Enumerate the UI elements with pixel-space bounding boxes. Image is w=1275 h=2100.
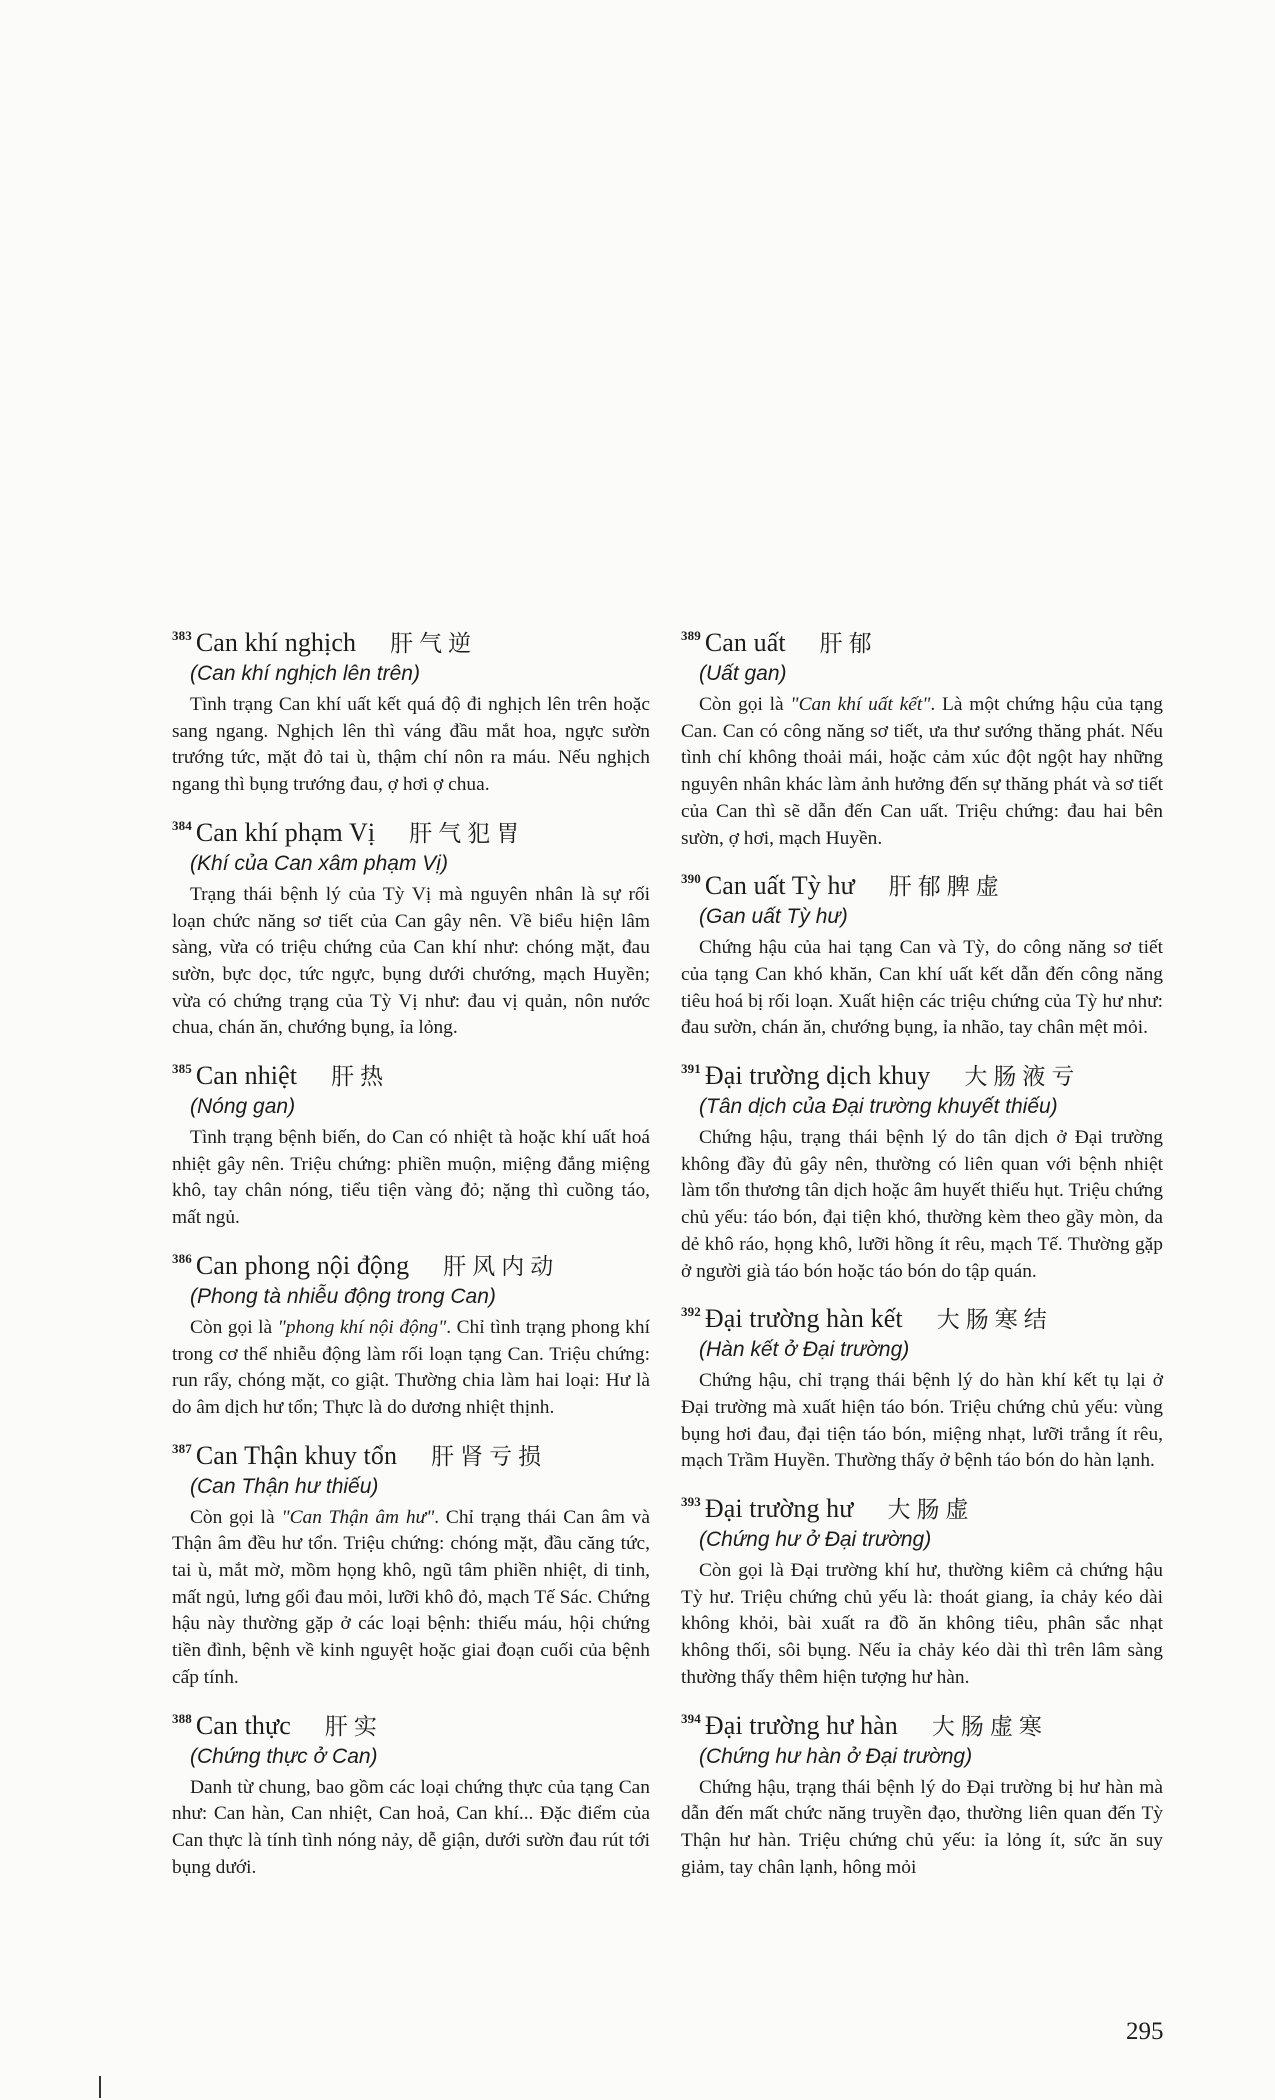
entry-body: Danh từ chung, bao gồm các loại chứng thực của tạng Can như: Can hàn, Can nhiệt, Can hoả, Can khí... Đặc điểm của Can thực là tính tình nóng nảy, dễ giận, dưới sườn đau rút tới bụng dưới. <box>172 1776 650 1878</box>
body-text: Còn gọi là <box>190 1506 282 1528</box>
entry-number: 383 <box>172 628 192 643</box>
entry-subtitle: (Chứng hư hàn ở Đại trường) <box>699 1744 973 1768</box>
entry-term: Can nhiệt <box>195 1061 298 1091</box>
entry-number: 393 <box>681 1494 701 1510</box>
entry-number: 384 <box>172 817 192 833</box>
dictionary-entry <box>172 1053 650 1232</box>
entry-heading <box>681 620 1163 660</box>
entry-body: Chứng hậu, trạng thái bệnh lý do Đại trường bị hư hàn mà dẫn đến mất chức năng truyền đạo, thường liên quan đến Tỳ Thận hư hàn. Triệu chứng chủ yếu: ỉa lỏng ít, sức ăn suy giảm, tay chân lạnh, hông mỏi <box>681 1776 1163 1878</box>
entry-term: Can khí nghịch <box>195 628 357 657</box>
entry-heading <box>172 620 650 660</box>
entry-number: 390 <box>681 871 701 887</box>
body-text: . Là một chứng hậu của tạng Can. Can có công năng sơ tiết, ưa thư sướng thăng phát. Nếu tình chí không thoải mái, hoặc cảm xúc đột ngột hay những nguyên nhân khác làm ảnh hưởng đến sự thăng phát và sơ tiết của Can thì sẽ dẫn đến Can uất. Triệu chứng: đau hai bên sườn, ợ hơi, mạch Huyền. <box>681 694 1164 849</box>
entry-hanzi: 肝气逆 <box>390 631 478 657</box>
entry-body: Chứng hậu, chỉ trạng thái bệnh lý do hàn khí kết tụ lại ở Đại trường mà xuất hiện táo bón. Triệu chứng chủ yếu: vùng bụng hơi đau, đại tiện táo bón, miệng nhạt, lưỡi trắng ít rêu, mạch Trầm Huyền. Thường thấy ở bệnh táo bón do hàn lạnh. <box>681 1370 1163 1472</box>
entry-number: 391 <box>681 1061 701 1077</box>
entry-term: Đại trường hư <box>704 1494 854 1524</box>
entry-body <box>172 1505 650 1692</box>
dictionary-entry <box>681 1703 1163 1882</box>
entry-term: Can uất <box>704 628 786 657</box>
entry-subtitle: (Can khí nghịch lên trên) <box>190 662 420 685</box>
entry-subtitle: (Tân dịch của Đại trường khuyết thiếu) <box>699 1095 1058 1119</box>
entry-subtitle: (Hàn kết ở Đại trường) <box>699 1338 910 1362</box>
body-text: Còn gọi là <box>699 694 791 715</box>
entry-body: Trạng thái bệnh lý của Tỳ Vị mà nguyên nhân là sự rối loạn chức năng sơ tiết của Can gây nên. Về biểu hiện lâm sàng, vừa có triệu chứng của Can khí như: chóng mặt, đau sườn, bực dọc, tức ngực, bụng dưới chướng, mạch Huyền; vừa có chứng trạng của Tỳ Vị như: đau vị quản, nôn nước chua, chán ăn, chướng bụng, ỉa lỏng. <box>172 883 650 1039</box>
entry-number: 392 <box>681 1304 701 1320</box>
left-column <box>172 620 650 1892</box>
dictionary-entry <box>681 863 1163 1042</box>
entry-heading <box>172 1703 650 1743</box>
entry-hanzi: 肝实 <box>324 1713 383 1740</box>
entry-hanzi: 肝肾亏损 <box>431 1443 548 1470</box>
entry-heading <box>681 1296 1163 1336</box>
entry-body: Chứng hậu, trạng thái bệnh lý do tân dịch ở Đại trường không đầy đủ gây nên, thường có liên quan với bệnh nhiệt làm tổn thương tân dịch hoặc âm huyết thiếu hụt. Triệu chứng chủ yếu: táo bón, đại tiện khó, thường kèm theo gầy mòn, da dẻ khô ráo, họng khô, lưỡi hồng ít rêu, mạch Tế. Thường gặp ở người già táo bón hoặc táo bón do tập quán. <box>681 1127 1163 1282</box>
dictionary-entry <box>172 620 650 799</box>
right-column <box>681 620 1163 1892</box>
body-text: Còn gọi là <box>190 1316 278 1338</box>
entry-term: Can phong nội động <box>195 1250 410 1280</box>
entry-term: Đại trường hư hàn <box>704 1710 898 1740</box>
entry-hanzi: 大肠液亏 <box>964 1064 1081 1091</box>
entry-term: Đại trường dịch khuy <box>704 1061 931 1091</box>
entry-heading <box>681 1703 1163 1743</box>
entry-subtitle: (Chứng hư ở Đại trường) <box>699 1528 932 1552</box>
entry-body: Tình trạng Can khí uất kết quá độ đi nghịch lên trên hoặc sang ngang. Nghịch lên thì váng đầu mắt hoa, ngực sườn trướng tức, mặt đỏ tai ù, thậm chí nôn ra máu. Nếu nghịch ngang thì bụng trướng đau, ợ hơi ợ chua. <box>172 694 650 796</box>
entry-body: Còn gọi là Đại trường khí hư, thường kiêm cả chứng hậu Tỳ hư. Triệu chứng chủ yếu là: thoát giang, ỉa chảy kéo dài không khỏi, bài xuất ra đồ ăn không tiêu, phân sắc nhạt không thối, sôi bụng. Nếu ỉa chảy kéo dài thì trên lâm sàng thường thấy thêm hiện tượng hư hàn. <box>681 1560 1163 1688</box>
entry-hanzi: 肝风内动 <box>443 1253 560 1280</box>
entry-number: 385 <box>172 1061 192 1077</box>
entry-number: 389 <box>681 628 701 643</box>
entry-hanzi: 肝热 <box>331 1064 390 1091</box>
entry-hanzi: 大肠虚 <box>887 1497 975 1524</box>
body-text: . Chỉ trạng thái Can âm và Thận âm đều hư tổn. Triệu chứng: chóng mặt, đầu căng tức, tai ù, mắt mờ, mồm họng khô, ngũ tâm phiền nhiệt, di tinh, mất ngủ, lưng gối đau mỏi, lưỡi khô đỏ, mạch Tế Sác. Chứng hậu này thường gặp ở các loại bệnh: thiếu máu, hội chứng tiền đình, bệnh về kinh nguyệt hoặc giai đoạn cuối của bệnh cấp tính. <box>172 1506 650 1688</box>
entry-number: 386 <box>172 1250 192 1266</box>
entry-heading <box>172 810 650 850</box>
dictionary-entry <box>681 1486 1163 1692</box>
entry-heading <box>681 1486 1163 1526</box>
entry-number: 388 <box>172 1710 192 1726</box>
entry-number: 394 <box>681 1710 701 1726</box>
entry-number: 387 <box>172 1440 192 1456</box>
entry-heading <box>172 1243 650 1283</box>
body-quote: "Can Thận âm hư" <box>281 1506 435 1528</box>
entry-heading <box>172 1053 650 1093</box>
entry-subtitle: (Uất gan) <box>699 662 787 685</box>
entry-term: Đại trường hàn kết <box>704 1304 903 1334</box>
entry-term: Can Thận khuy tổn <box>195 1440 398 1470</box>
body-quote: "phong khí nội động" <box>277 1316 447 1338</box>
entry-hanzi: 肝郁 <box>819 631 878 657</box>
dictionary-entry <box>172 1703 650 1882</box>
dictionary-entry <box>681 1296 1163 1475</box>
entry-hanzi: 肝郁脾虚 <box>888 874 1005 901</box>
page-number: 295 <box>1126 2018 1164 2045</box>
dictionary-entry <box>172 1243 650 1422</box>
entry-subtitle: (Phong tà nhiễu động trong Can) <box>190 1284 496 1308</box>
entry-term: Can uất Tỳ hư <box>704 871 855 901</box>
scan-edge-mark <box>99 2076 101 2098</box>
entry-term: Can thực <box>195 1710 291 1740</box>
body-text: . Chỉ tình trạng phong khí trong cơ thể nhiễu động làm rối loạn tạng Can. Triệu chứng: run rẩy, chóng mặt, co giật. Thường chia làm hai loại: Hư là do âm dịch hư tổn; Thực là do dương nhiệt thịnh. <box>172 1316 650 1418</box>
entry-term: Can khí phạm Vị <box>195 817 376 847</box>
entry-subtitle: (Chứng thực ở Can) <box>190 1744 378 1768</box>
entry-hanzi: 大肠虚寒 <box>931 1713 1048 1740</box>
entry-body: Tình trạng bệnh biến, do Can có nhiệt tà hoặc khí uất hoá nhiệt gây nên. Triệu chứng: phiền muộn, miệng đắng miệng khô, tay chân nóng, tiểu tiện vàng đỏ; nặng thì cuồng táo, mất ngủ. <box>172 1127 650 1229</box>
entry-subtitle: (Khí của Can xâm phạm Vị) <box>190 851 448 875</box>
entry-body <box>681 692 1163 852</box>
dictionary-entry <box>681 1053 1163 1285</box>
entry-heading <box>172 1433 650 1473</box>
entry-subtitle: (Gan uất Tỳ hư) <box>699 905 848 929</box>
dictionary-entry <box>172 1433 650 1692</box>
entry-hanzi: 大肠寒结 <box>936 1307 1053 1334</box>
dictionary-entry <box>172 810 650 1042</box>
entry-subtitle: (Nóng gan) <box>190 1095 296 1119</box>
entry-body: Chứng hậu của hai tạng Can và Tỳ, do công năng sơ tiết của tạng Can khó khăn, Can khí uất kết dẫn đến công năng tiêu hoá bị rối loạn. Xuất hiện các triệu chứng của Tỳ hư như: đau sườn, chán ăn, chướng bụng, ỉa nhão, tay chân mệt mỏi. <box>681 937 1163 1039</box>
entry-heading <box>681 863 1163 903</box>
entry-hanzi: 肝气犯胃 <box>409 820 526 847</box>
entry-subtitle: (Can Thận hư thiếu) <box>190 1474 379 1498</box>
dictionary-entry <box>681 620 1163 852</box>
body-quote: "Can khí uất kết" <box>790 694 931 715</box>
entry-body <box>172 1315 650 1422</box>
entry-heading <box>681 1053 1163 1093</box>
